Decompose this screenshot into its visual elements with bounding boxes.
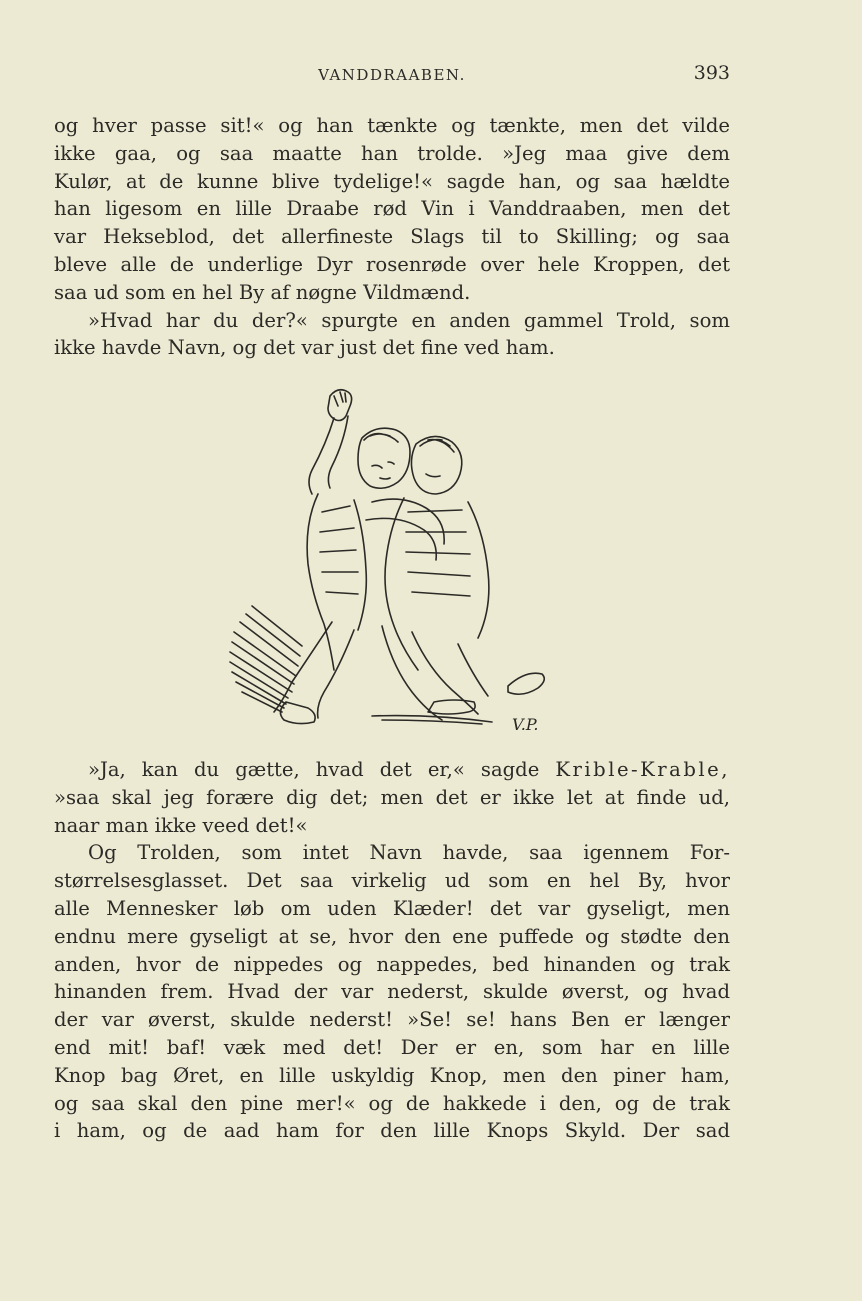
- text-line: Knop bag Øret, en lille uskyldig Knop, men den piner ham,: [54, 1063, 730, 1087]
- text-line: ikke gaa, og saa maatte han trolde. »Jeg maa give dem: [54, 141, 730, 165]
- text-block-top: [54, 112, 730, 362]
- text-line: Kulør, at de kunne blive tydelige!« sagde han, og saa hældte: [54, 169, 730, 193]
- page-number: 393: [693, 62, 730, 84]
- text-line: var Hekseblod, det allerfineste Slags til to Skilling; og saa: [54, 225, 730, 249]
- text-line: [54, 756, 730, 784]
- illustration-fighting-figures: [222, 382, 562, 738]
- text-line: han ligesom en lille Draabe rød Vin i Vanddraaben, men det: [54, 197, 730, 221]
- text-line: bleve alle de underlige Dyr rosenrøde over hele Kroppen, det: [54, 252, 730, 276]
- text-line: anden, hvor de nippedes og nappedes, bed hinanden og trak: [54, 952, 730, 976]
- illustration-signature: V.P.: [512, 715, 539, 734]
- text-line: saa ud som en hel By af nøgne Vildmænd.: [54, 280, 471, 304]
- text-line: der var øverst, skulde nederst! »Se! se! hans Ben er længer: [54, 1008, 730, 1032]
- text-line: alle Mennesker løb om uden Klæder! det var gyseligt, men: [54, 896, 730, 920]
- running-title: VANDDRAABEN.: [318, 66, 466, 84]
- text-segment: »Ja, kan du gætte, hvad det er,« sagde: [88, 758, 540, 781]
- spaced-name: Krible-Krable,: [555, 758, 730, 781]
- text-line: og hver passe sit!« og han tænkte og tænkte, men det vilde: [54, 114, 730, 137]
- text-line: endnu mere gyseligt at se, hvor den ene puffede og stødte den: [54, 924, 730, 948]
- text-line: i ham, og de aad ham for den lille Knops Skyld. Der sad: [54, 1119, 730, 1143]
- text-line: hinanden frem. Hvad der var nederst, skulde øverst, og hvad: [54, 980, 730, 1004]
- text-line: »saa skal jeg forære dig det; men det er ikke let at finde ud,: [54, 785, 730, 809]
- text-block-bottom: [54, 756, 730, 1145]
- text-line: »Hvad har du der?« spurgte en anden gammel Trold, som: [88, 308, 730, 332]
- text-line: ikke havde Navn, og det var just det fine ved ham.: [54, 336, 555, 360]
- text-line: naar man ikke veed det!«: [54, 813, 308, 837]
- text-line: Og Trolden, som intet Navn havde, saa igennem For-: [88, 841, 730, 865]
- text-line: og saa skal den pine mer!« og de hakkede i den, og de trak: [54, 1091, 730, 1115]
- text-line: størrelsesglasset. Det saa virkelig ud som en hel By, hvor: [54, 869, 730, 893]
- running-head: [54, 62, 730, 88]
- text-line: end mit! baf! væk med det! Der er en, som har en lille: [54, 1035, 730, 1059]
